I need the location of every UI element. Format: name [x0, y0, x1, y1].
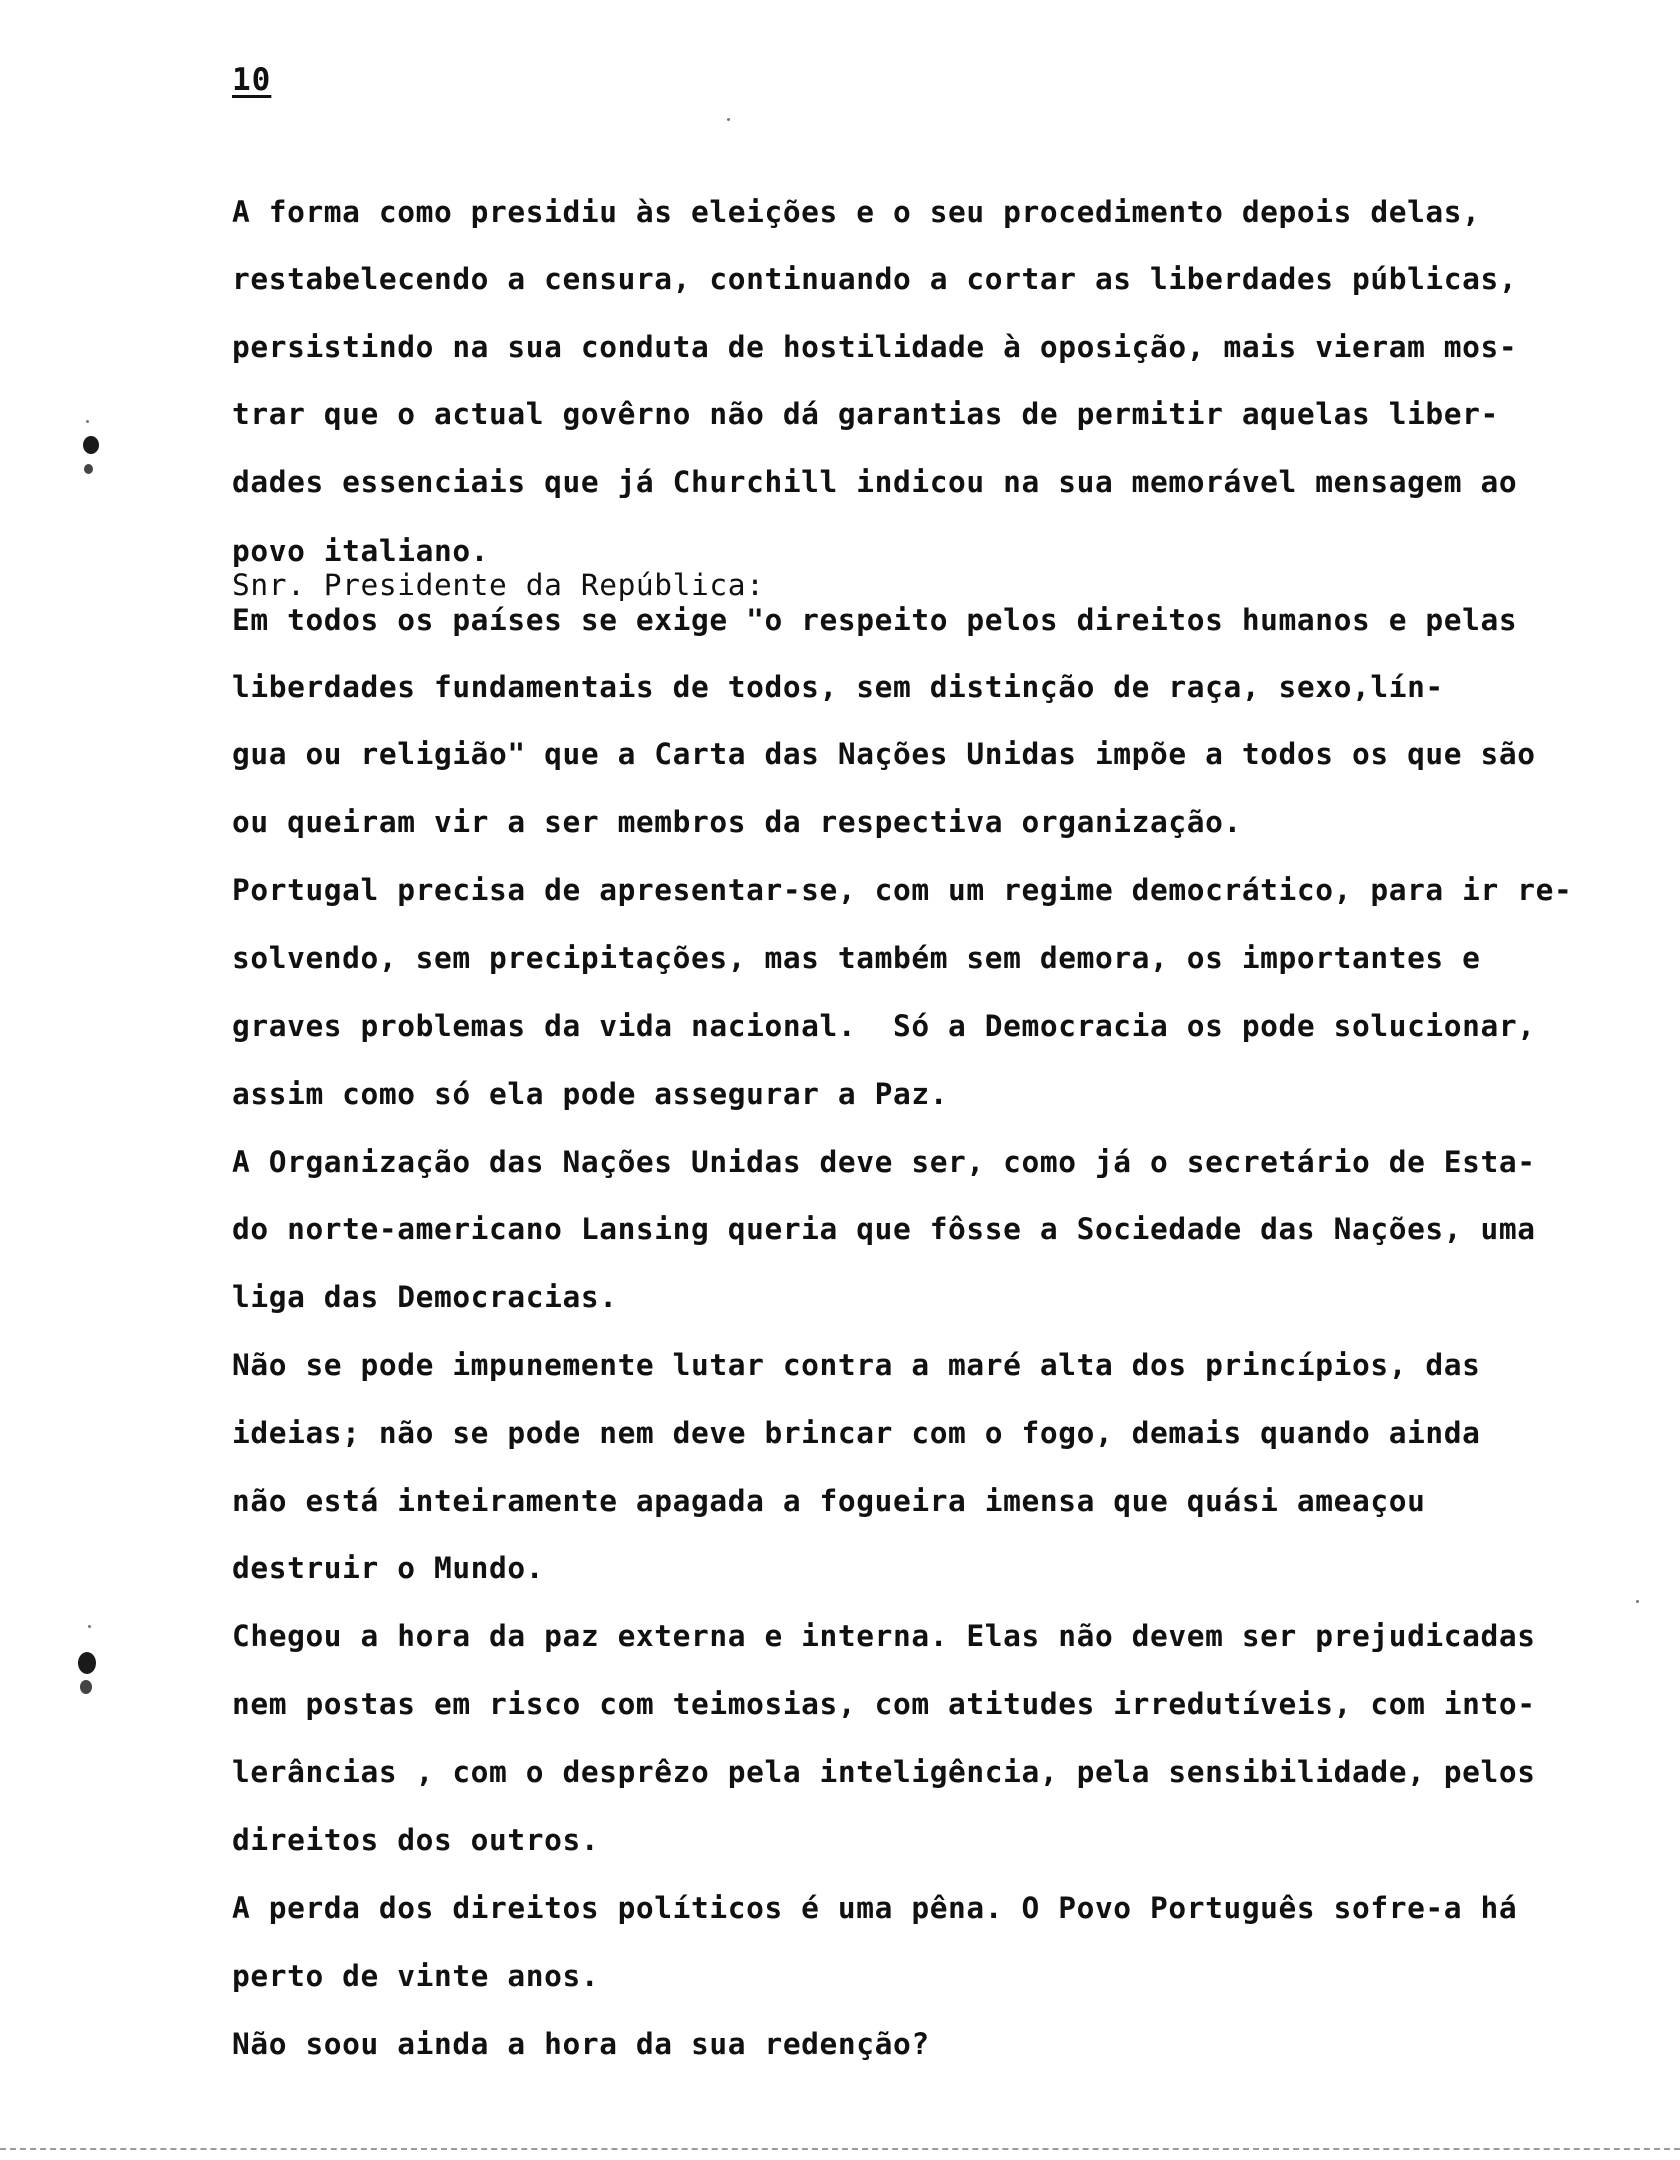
text-line: trar que o actual govêrno não dá garantias de permitir aquelas liber-: [232, 397, 1499, 431]
text-line: liberdades fundamentais de todos, sem distinção de raça, sexo,lín-: [232, 670, 1444, 704]
text-line: solvendo, sem precipitações, mas também sem demora, os importantes e: [232, 941, 1481, 975]
text-line: Não soou ainda a hora da sua redenção?: [232, 2027, 930, 2061]
text-line: A Organização das Nações Unidas deve ser, como já o secretário de Esta-: [232, 1145, 1536, 1179]
text-line: gua ou religião" que a Carta das Nações Unidas impõe a todos os que são: [232, 737, 1536, 771]
text-line: direitos dos outros.: [232, 1823, 600, 1857]
scan-speck: [1636, 1600, 1639, 1603]
text-line: dades essenciais que já Churchill indicou na sua memorável mensagem ao: [232, 465, 1518, 499]
salutation-line: Snr. Presidente da República:: [232, 568, 765, 602]
text-line: não está inteiramente apagada a fogueira imensa que quási ameaçou: [232, 1484, 1426, 1518]
text-line: ou queiram vir a ser membros da respectiva organização.: [232, 805, 1242, 839]
text-line: graves problemas da vida nacional. Só a Democracia os pode solucionar,: [232, 1009, 1536, 1043]
text-line: do norte-americano Lansing queria que fôsse a Sociedade das Nações, uma: [232, 1212, 1536, 1246]
text-line: Chegou a hora da paz externa e interna. Elas não devem ser prejudicadas: [232, 1619, 1536, 1653]
punch-hole-mark: [78, 1652, 96, 1674]
punch-hole-shadow: [84, 464, 93, 474]
text-line: ideias; não se pode nem deve brincar com o fogo, demais quando ainda: [232, 1416, 1481, 1450]
text-line: nem postas em risco com teimosias, com atitudes irredutíveis, com into-: [232, 1687, 1536, 1721]
text-line: assim como só ela pode assegurar a Paz.: [232, 1077, 949, 1111]
text-line: perto de vinte anos.: [232, 1959, 600, 1993]
text-line: lerâncias , com o desprêzo pela inteligência, pela sensibilidade, pelos: [232, 1755, 1536, 1789]
page-number: 10: [232, 62, 272, 98]
text-line: destruir o Mundo.: [232, 1551, 545, 1585]
text-line: restabelecendo a censura, continuando a cortar as liberdades públicas,: [232, 262, 1518, 296]
scan-speck: [88, 1625, 91, 1628]
scan-speck: [86, 420, 89, 423]
text-line: persistindo na sua conduta de hostilidade à oposição, mais vieram mos-: [232, 330, 1518, 364]
text-line: A forma como presidiu às eleições e o seu procedimento depois delas,: [232, 195, 1481, 229]
text-line: liga das Democracias.: [232, 1280, 618, 1314]
punch-hole-shadow: [80, 1680, 92, 1694]
text-line: A perda dos direitos políticos é uma pêna. O Povo Português sofre-a há: [232, 1891, 1518, 1925]
text-line: Não se pode impunemente lutar contra a maré alta dos princípios, das: [232, 1348, 1481, 1382]
text-line: povo italiano.: [232, 534, 490, 568]
scan-edge-line: [0, 2148, 1680, 2150]
scan-speck: [727, 118, 730, 121]
punch-hole-mark: [83, 436, 99, 454]
text-line: Portugal precisa de apresentar-se, com um regime democrático, para ir re-: [232, 873, 1573, 907]
text-line: Em todos os países se exige "o respeito pelos direitos humanos e pelas: [232, 603, 1518, 637]
